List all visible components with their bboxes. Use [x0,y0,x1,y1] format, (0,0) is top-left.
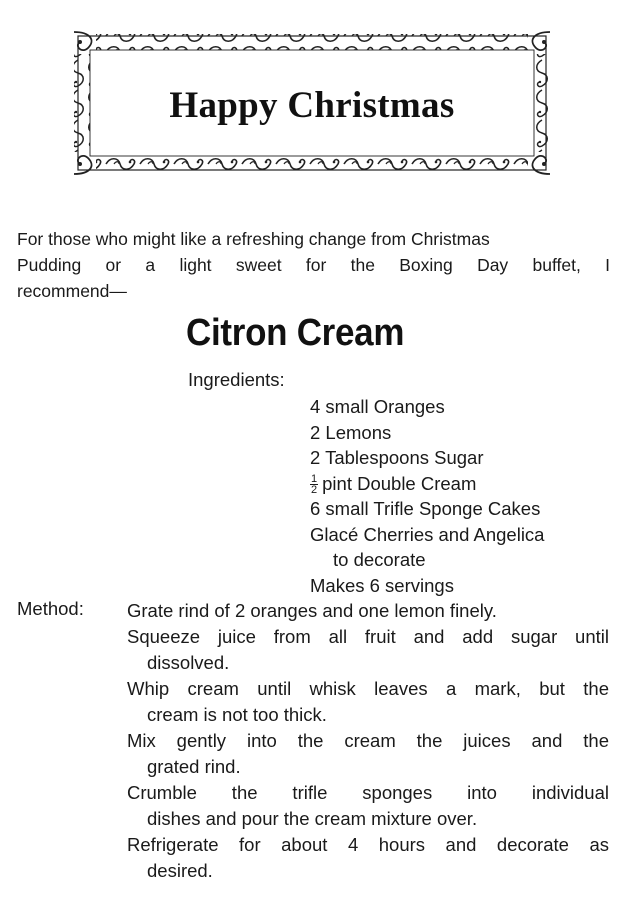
ingredient-item [310,471,610,497]
method-step [127,728,609,780]
method-step [127,624,609,676]
ingredient-item: to decorate [333,549,426,570]
method-step-line: grated rind. [147,756,241,777]
method-step-line: Whip cream until whisk leaves a mark, but the [127,678,609,699]
ingredient-item: 2 Lemons [310,421,392,443]
method-step-line: dishes and pour the cream mixture over. [147,808,478,829]
page-title: Happy Christmas [169,85,455,126]
ingredient-item: 2 Tablespoons Sugar [310,447,484,468]
half-fraction [310,474,318,495]
method-step [127,780,609,832]
ingredient-item: 4 small Oranges [310,396,445,417]
method-step-line: desired. [147,860,213,881]
ingredient-item: Makes 6 servings [310,574,454,596]
method-step-line: Refrigerate for about 4 hours and decorate as [127,834,609,855]
method-step [127,676,609,728]
method-step-line: Mix gently into the cream the juices and the [127,730,609,751]
intro-paragraph [17,226,610,304]
ingredient-item: Glacé Cherries and Angelica [310,523,545,545]
intro-line: Pudding or a light sweet for the Boxing Day buffet, I [17,255,610,275]
method-step [127,832,609,884]
method-step-line: cream is not too thick. [147,704,327,725]
method-step-line: Squeeze juice from all fruit and add sugar until [127,626,609,647]
ingredient-text: pint Double Cream [322,472,477,494]
intro-line: recommend— [17,281,127,301]
ingredients-list [310,394,610,598]
fraction-denominator: 2 [311,484,318,497]
method-step-line: Grate rind of 2 oranges and one lemon finely. [127,600,497,621]
intro-line: For those who might like a refreshing change from Christmas [17,229,490,249]
fraction-numerator: 1 [311,473,318,486]
ingredient-item: 6 small Trifle Sponge Cakes [310,498,541,519]
decorative-frame [70,28,554,178]
method-steps [127,598,609,884]
method-step-line: dissolved. [147,652,230,673]
method-step-line: Crumble the trifle sponges into individual [127,782,609,803]
method-step [127,598,609,624]
recipe-title: Citron Cream [186,312,405,354]
ingredients-label: Ingredients: [188,369,285,390]
method-label: Method: [17,598,84,619]
